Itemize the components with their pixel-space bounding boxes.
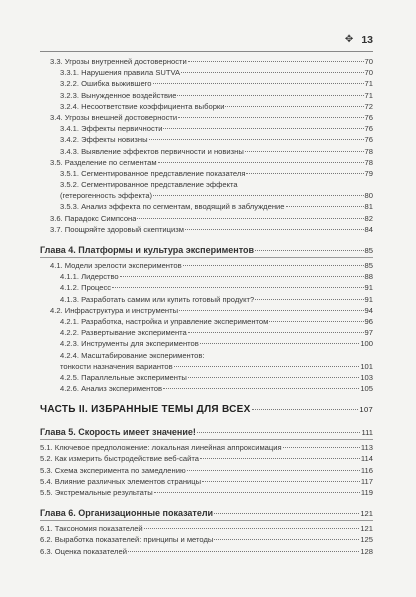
toc-page-number: 97 [364,328,373,338]
toc-entry[interactable] [40,56,373,67]
toc-page-number: 116 [360,465,373,475]
toc-entry-title: 6.2. Выработка показателей: принципы и методы [40,535,214,545]
dot-leader [197,432,361,433]
dot-leader [154,492,360,493]
toc-entry-title: (гетерогенность эффекта) [60,191,153,201]
dot-leader [286,206,364,207]
dot-leader [177,95,363,96]
dot-leader [179,310,363,311]
toc-entry-title: 4.1.1. Лидерство [60,272,119,282]
toc-entry[interactable] [40,305,373,316]
toc-entry-title: 4.2.2. Развертывание эксперимента [60,328,187,338]
toc-page-number: 72 [364,101,373,111]
toc-page-number: 101 [360,361,373,371]
header-rule [40,51,373,52]
toc-entry[interactable] [40,90,373,101]
dot-leader [181,72,363,73]
toc-entry[interactable] [40,224,373,235]
toc-entry-title: 3.5. Разделение по сегментам [50,157,157,167]
toc-entry[interactable] [40,101,373,112]
toc-page-number: 80 [364,191,373,201]
dot-leader [144,528,360,529]
toc-entry[interactable] [40,213,373,224]
toc-entry[interactable] [40,201,373,212]
toc-entry-title: 3.4.1. Эффекты первичности [60,124,163,134]
toc-page-number: 84 [364,224,373,234]
table-of-contents [40,56,373,557]
toc-page-number: 81 [364,202,373,212]
toc-entry[interactable] [40,282,373,293]
dot-leader [214,513,359,514]
toc-entry-title: 3.7. Поощряйте здоровый скептицизм [50,224,184,234]
toc-page-number: 96 [364,316,373,326]
dot-leader [158,162,364,163]
toc-page-number: 103 [360,372,373,382]
toc-page-number: 82 [364,213,373,223]
toc-entry[interactable] [40,112,373,123]
toc-entry[interactable] [40,67,373,78]
toc-entry-title: 3.5.1. Сегментированное представление показателя [60,168,246,178]
dot-leader [214,539,359,540]
toc-chapter[interactable] [40,243,373,257]
toc-page-number: 100 [360,339,373,349]
dot-leader [188,377,359,378]
toc-entry-title: 3.2.3. Вынужденное воздействие [60,90,177,100]
dot-leader [200,458,360,459]
toc-page-number: 107 [359,405,373,415]
toc-page-number: 70 [364,68,373,78]
toc-entry[interactable] [40,316,373,327]
dot-leader [246,173,363,174]
toc-entry-title: 4.1. Модели зрелости экспериментов [50,261,182,270]
toc-entry[interactable] [40,260,373,271]
toc-page-number: 121 [360,524,373,534]
toc-part[interactable] [40,402,373,417]
toc-entry-title: 3.2.4. Несоответствие коэффициента выборки [60,101,225,111]
toc-entry-title: 3.2.2. Ошибка выжившего [60,79,152,89]
toc-page-number: 76 [364,112,373,122]
chapter-rule [40,520,373,521]
toc-entry-title: ЧАСТЬ II. ИЗБРАННЫЕ ТЕМЫ ДЛЯ ВСЕХ [40,404,251,416]
dot-leader [153,83,364,84]
toc-entry[interactable] [40,179,373,190]
toc-entry-title: 3.6. Парадокс Симпсона [50,213,137,223]
toc-entry-title: Глава 5. Скорость имеет значение! [40,427,196,438]
dot-leader [283,447,360,448]
toc-page-number: 85 [364,261,373,270]
toc-entry[interactable] [40,453,373,464]
dot-leader [149,139,364,140]
ornament-icon: ✥ [344,34,354,46]
dot-leader [183,265,364,266]
toc-page-number: 71 [364,79,373,89]
toc-page-number: 71 [364,90,373,100]
toc-page-number: 125 [360,535,373,545]
page-number: 13 [361,34,373,46]
toc-entry-title: Глава 6. Организационные показатели [40,508,214,519]
dot-leader [185,229,364,230]
dot-leader [187,470,360,471]
toc-entry[interactable] [40,134,373,145]
toc-entry-title: 4.2.4. Масштабирование экспериментов: [60,350,205,360]
toc-page-number: 76 [364,124,373,134]
toc-entry-title: 6.1. Таксономия показателей [40,524,143,534]
dot-leader [200,343,360,344]
dot-leader [112,287,363,288]
dot-leader [245,151,364,152]
toc-page-number: 79 [364,168,373,178]
chapter-rule [40,439,373,440]
toc-page-number: 105 [360,384,373,394]
toc-entry-title: 5.3. Схема эксперимента по замедлению [40,465,186,475]
dot-leader [252,409,359,410]
dot-leader [188,332,364,333]
section-gap [40,417,373,425]
dot-leader [225,106,363,107]
toc-entry-title: 3.4. Угрозы внешней достоверности [50,112,178,122]
toc-page-number: 114 [360,454,373,464]
toc-entry[interactable] [40,294,373,305]
toc-entry[interactable] [40,338,373,349]
toc-entry-title: 4.2.3. Инструменты для экспериментов [60,339,199,349]
toc-entry[interactable] [40,534,373,545]
running-header [345,35,373,46]
toc-entry[interactable] [40,523,373,534]
toc-entry[interactable] [40,146,373,157]
dot-leader [269,321,363,322]
toc-page-number: 91 [364,294,373,304]
toc-entry-title: тонкости назначения вариантов [60,361,173,371]
toc-entry-title: Глава 4. Платформы и культура экспериментов [40,245,255,255]
toc-page-number: 91 [364,283,373,293]
chapter-rule [40,257,373,258]
section-gap [40,394,373,402]
toc-entry-title: 4.2.1. Разработка, настройка и управление экспериментом [60,316,269,326]
toc-entry-title: 4.2.6. Анализ экспериментов [60,384,163,394]
toc-page-number: 70 [364,57,373,66]
toc-page-number: 78 [364,146,373,156]
toc-entry[interactable] [40,123,373,134]
toc-entry[interactable] [40,78,373,89]
toc-page-number: 76 [364,135,373,145]
toc-entry[interactable] [40,271,373,282]
toc-entry[interactable] [40,476,373,487]
toc-entry-title: 3.4.2. Эффекты новизны [60,135,148,145]
toc-page-number: 119 [360,488,373,497]
toc-page-number: 128 [360,546,373,556]
dot-leader [153,195,363,196]
dot-leader [202,481,360,482]
toc-page-number: 88 [364,272,373,282]
dot-leader [137,218,363,219]
toc-page-number: 85 [364,246,373,255]
toc-entry[interactable] [40,190,373,201]
toc-page-number: 121 [360,509,373,519]
toc-page-number: 117 [360,476,373,486]
toc-chapter[interactable] [40,506,373,520]
dot-leader [163,128,363,129]
toc-page-number: 111 [361,428,373,438]
toc-entry-title: 3.3.1. Нарушения правила SUTVA [60,68,181,78]
toc-entry[interactable] [40,327,373,338]
toc-page-number: 94 [364,305,373,315]
dot-leader [188,61,364,62]
toc-entry-title: 3.4.3. Выявление эффектов первичности и новизны [60,146,244,156]
toc-entry-title: 4.1.3. Разработать самим или купить готовый продукт? [60,294,255,304]
toc-entry-title: 5.1. Ключевое предположение: локальная линейная аппроксимация [40,443,282,453]
toc-page-number: 113 [360,443,373,453]
toc-entry[interactable] [40,168,373,179]
dot-leader [178,117,363,118]
toc-entry[interactable] [40,465,373,476]
section-gap [40,498,373,506]
toc-entry[interactable] [40,157,373,168]
toc-entry[interactable] [40,350,373,361]
dot-leader [255,299,363,300]
toc-entry[interactable] [40,546,373,557]
toc-entry-title: 6.3. Оценка показателей [40,546,127,556]
dot-leader [174,366,360,367]
toc-entry-title: 5.4. Влияние различных элементов страницы [40,476,202,486]
toc-entry-title: 4.2. Инфраструктура и инструменты [50,305,179,315]
toc-entry-title: 3.5.3. Анализ эффекта по сегментам, вводящий в заблуждение [60,202,285,212]
dot-leader [163,388,359,389]
toc-entry-title: 4.2.5. Параллельные эксперименты [60,372,187,382]
section-gap [40,235,373,243]
dot-leader [255,250,364,251]
dot-leader [128,551,359,552]
toc-chapter[interactable] [40,425,373,439]
toc-entry[interactable] [40,442,373,453]
dot-leader [120,276,364,277]
toc-entry[interactable] [40,383,373,394]
toc-entry[interactable] [40,372,373,383]
toc-entry[interactable] [40,487,373,498]
toc-entry-title: 3.3. Угрозы внутренней достоверности [50,57,187,66]
toc-entry-title: 3.5.2. Сегментированное представление эффекта [60,180,238,190]
toc-entry-title: 4.1.2. Процесс [60,283,112,293]
toc-entry[interactable] [40,361,373,372]
toc-page-number: 78 [364,157,373,167]
toc-entry-title: 5.5. Экстремальные результаты [40,488,153,497]
toc-entry-title: 5.2. Как измерить быстродействие веб-сайта [40,454,200,464]
